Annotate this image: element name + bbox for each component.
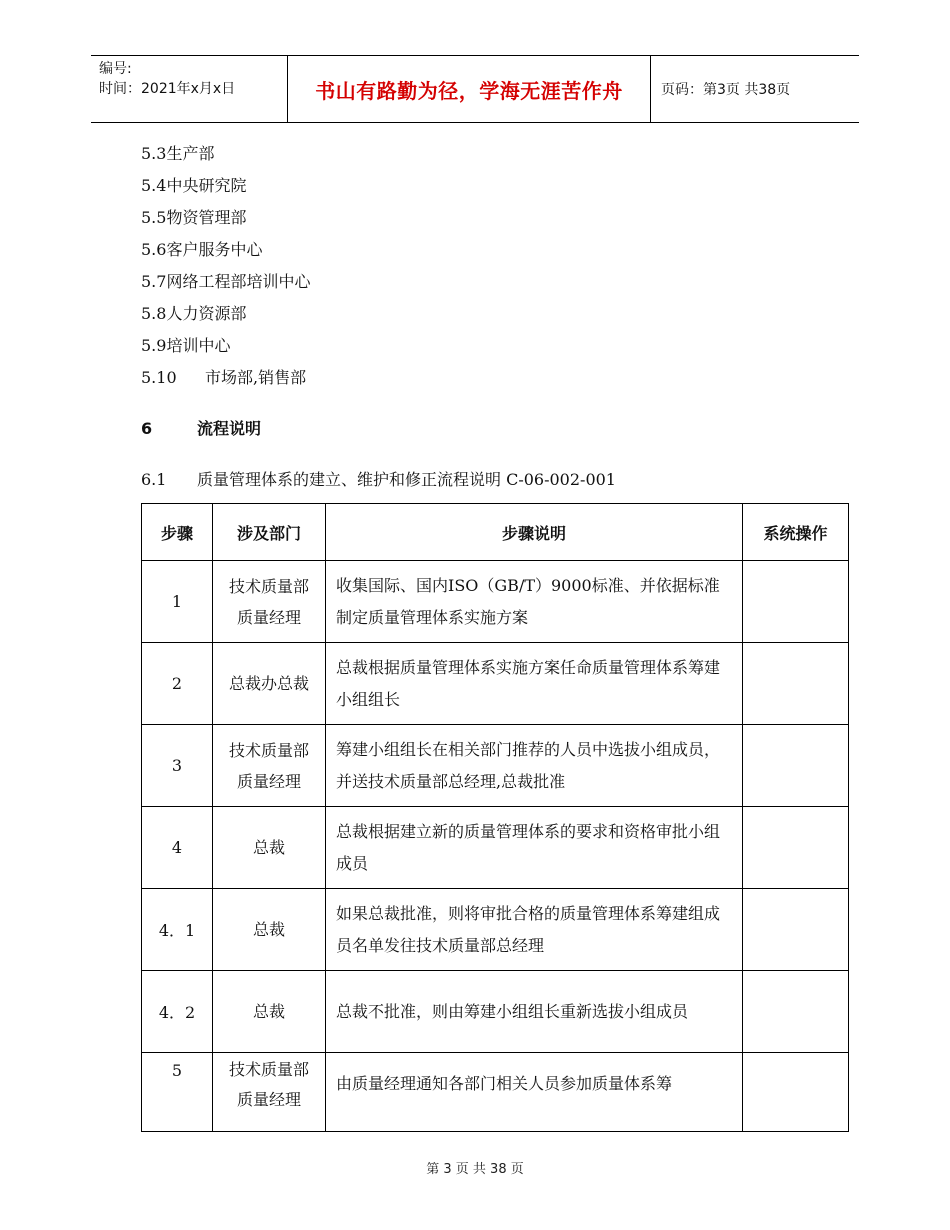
desc-cell: 总裁根据质量管理体系实施方案任命质量管理体系筹建小组组长	[326, 643, 743, 725]
dept-cell	[213, 889, 326, 971]
dept-cell	[213, 643, 326, 725]
section-title: 流程说明	[197, 419, 262, 438]
dept-line: 总裁办总裁	[228, 674, 309, 693]
table-row	[142, 643, 849, 725]
step-cell: 4．2	[142, 971, 213, 1053]
section-number: 6	[141, 419, 153, 438]
desc-cell: 如果总裁批准，则将审批合格的质量管理体系筹建组成员名单发往技术质量部总经理	[326, 889, 743, 971]
list-item	[141, 238, 310, 270]
table-row	[142, 725, 849, 807]
dept-cell	[213, 725, 326, 807]
list-item	[141, 206, 310, 238]
dept-cell	[213, 971, 326, 1053]
col-header-op: 系统操作	[743, 504, 849, 561]
list-item	[141, 302, 310, 334]
item-number: 5.10	[141, 368, 177, 387]
item-label: 人力资源部	[166, 304, 247, 323]
item-label: 生产部	[166, 144, 215, 163]
item-label: 客户服务中心	[166, 240, 263, 259]
dept-line: 技术质量部	[228, 1060, 309, 1079]
section-heading	[141, 416, 261, 439]
table-row	[142, 1053, 849, 1132]
header-meta	[99, 59, 235, 99]
table-row	[142, 807, 849, 889]
subsection-title: 质量管理体系的建立、维护和修正流程说明 C-06-002-001	[197, 470, 616, 489]
item-label: 培训中心	[166, 336, 231, 355]
dept-line: 技术质量部	[228, 576, 309, 596]
list-item	[141, 334, 310, 366]
dept-line: 质量经理	[236, 607, 301, 627]
step-cell: 4	[142, 807, 213, 889]
dept-cell	[213, 807, 326, 889]
item-number: 5.3	[141, 144, 167, 163]
step-cell: 4．1	[142, 889, 213, 971]
table-row	[142, 971, 849, 1053]
op-cell	[743, 643, 849, 725]
item-number: 5.9	[141, 336, 167, 355]
list-item	[141, 366, 310, 398]
step-cell: 3	[142, 725, 213, 807]
header-page-info: 页码：第3页 共38页	[661, 82, 791, 98]
desc-cell: 筹建小组组长在相关部门推荐的人员中选拔小组成员，并送技术质量部总经理,总裁批准	[326, 725, 743, 807]
item-number: 5.4	[141, 176, 167, 195]
step-cell: 1	[142, 561, 213, 643]
dept-cell	[213, 561, 326, 643]
desc-cell: 由质量经理通知各部门相关人员参加质量体系筹	[326, 1053, 743, 1132]
item-label: 中央研究院	[166, 176, 247, 195]
op-cell	[743, 889, 849, 971]
item-number: 5.5	[141, 208, 167, 227]
op-cell	[743, 1053, 849, 1132]
subsection-heading	[141, 467, 616, 490]
header-motto: 书山有路勤为径，学海无涯苦作舟	[287, 56, 651, 122]
item-label: 网络工程部培训中心	[166, 272, 311, 291]
desc-cell: 总裁根据建立新的质量管理体系的要求和资格审批小组成员	[326, 807, 743, 889]
subsection-number: 6.1	[141, 470, 167, 489]
desc-cell: 总裁不批准，则由筹建小组组长重新选拔小组成员	[326, 971, 743, 1053]
table-row	[142, 889, 849, 971]
dept-line: 总裁	[252, 1002, 285, 1021]
list-item	[141, 174, 310, 206]
dept-line: 技术质量部	[228, 740, 309, 760]
section-list	[141, 142, 310, 398]
op-cell	[743, 725, 849, 807]
col-header-step: 步骤	[142, 504, 213, 561]
step-cell: 5	[142, 1053, 213, 1132]
table-header-row	[142, 504, 849, 561]
op-cell	[743, 561, 849, 643]
item-number: 5.7	[141, 272, 167, 291]
item-label: 市场部,销售部	[205, 368, 307, 387]
dept-line: 总裁	[252, 838, 285, 857]
op-cell	[743, 971, 849, 1053]
dept-line: 质量经理	[236, 1090, 301, 1109]
op-cell	[743, 807, 849, 889]
desc-cell: 收集国际、国内ISO（GB/T）9000标准、并依据标准制定质量管理体系实施方案	[326, 561, 743, 643]
dept-cell	[213, 1053, 326, 1132]
item-label: 物资管理部	[166, 208, 247, 227]
step-cell: 2	[142, 643, 213, 725]
process-table	[141, 503, 849, 1132]
col-header-dept: 涉及部门	[213, 504, 326, 561]
time-label: 时间：2021年x月x日	[99, 81, 236, 97]
dept-line: 质量经理	[236, 771, 301, 791]
item-number: 5.8	[141, 304, 167, 323]
list-item	[141, 142, 310, 174]
table-row	[142, 561, 849, 643]
col-header-desc: 步骤说明	[326, 504, 743, 561]
code-label: 编号:	[99, 61, 132, 77]
list-item	[141, 270, 310, 302]
dept-line: 总裁	[252, 920, 285, 939]
page-footer: 第 3 页 共 38 页	[426, 1162, 524, 1177]
item-number: 5.6	[141, 240, 167, 259]
page-header	[91, 55, 859, 123]
